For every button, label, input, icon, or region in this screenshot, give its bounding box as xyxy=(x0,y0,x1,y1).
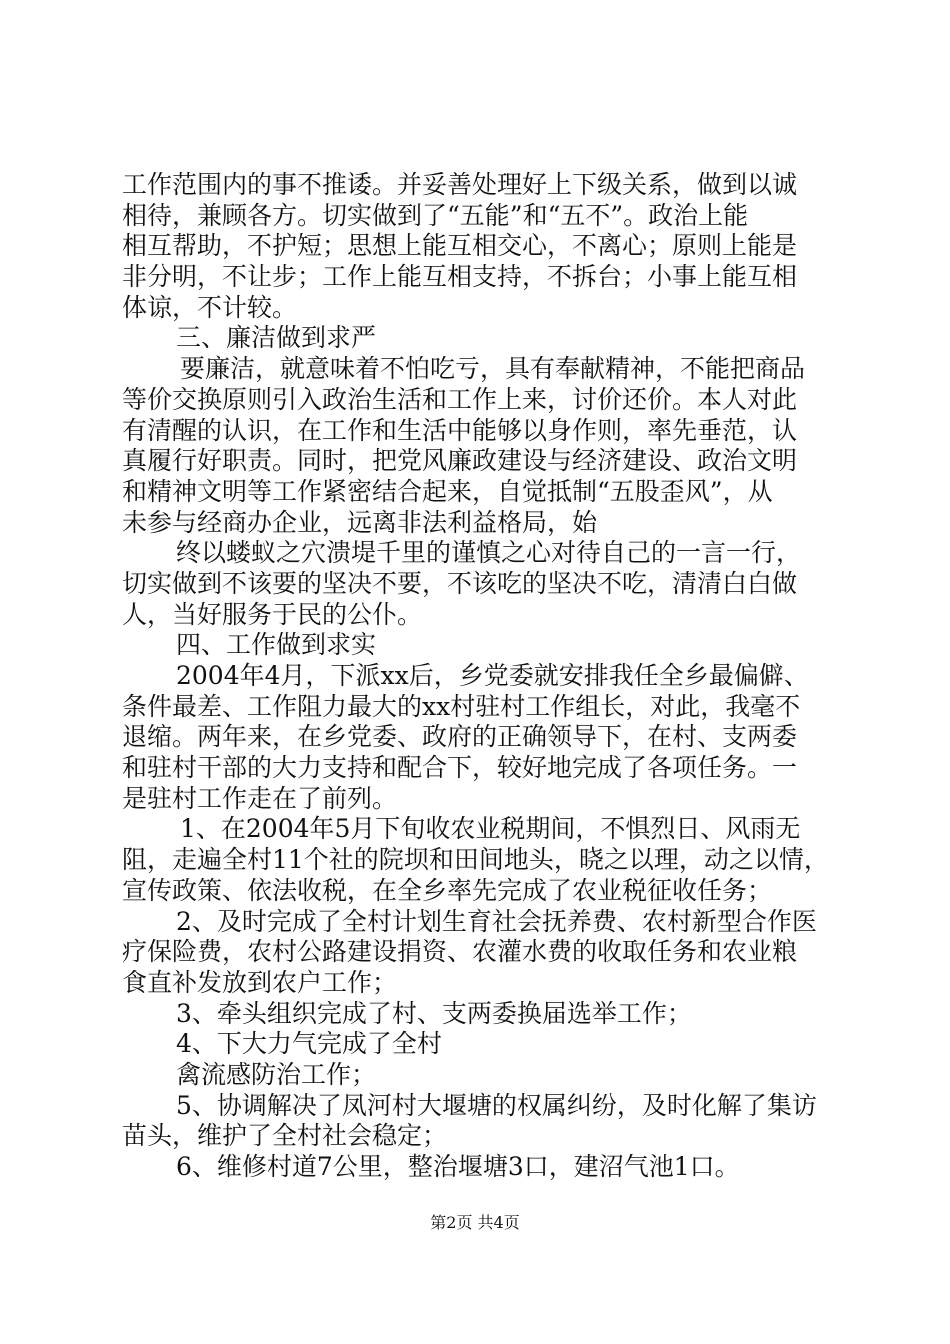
list-item: 2、及时完成了全村计划生育社会抚养费、农村新型合作医 xyxy=(176,907,817,936)
text-line: 疗保险费，农村公路建设捐资、农灌水费的收取任务和农业粮 xyxy=(122,937,798,966)
page-footer xyxy=(0,1212,950,1234)
text-line: 相互帮助，不护短；思想上能互相交心，不离心；原则上能是 xyxy=(122,231,798,260)
list-item: 1、在2004年5月下旬收农业税期间，不惧烈日、风雨无 xyxy=(180,814,801,843)
section-heading: 四、工作做到求实 xyxy=(176,630,377,659)
text-line: 食直补发放到农户工作； xyxy=(122,968,398,997)
text-line: 相待，兼顾各方。切实做到了“五能”和“五不”。政治上能 xyxy=(122,201,749,230)
text-line: 2004年4月，下派xx后，乡党委就安排我任全乡最偏僻、 xyxy=(176,661,809,690)
text-line: 禽流感防治工作； xyxy=(176,1060,377,1089)
text-line: 非分明，不让步；工作上能互相支持，不拆台；小事上能互相 xyxy=(122,262,798,291)
list-item: 5、协调解决了凤河村大堰塘的权属纠纷，及时化解了集访 xyxy=(176,1091,817,1120)
text-line: 苗头，维护了全村社会稳定； xyxy=(122,1121,448,1150)
text-line: 是驻村工作走在了前列。 xyxy=(122,784,398,813)
text-line: 要廉洁，就意味着不怕吃亏，具有奉献精神，不能把商品 xyxy=(180,354,806,383)
text-line: 宣传政策、依法收税，在全乡率先完成了农业税征收任务； xyxy=(122,876,773,905)
list-item: 6、维修村道7公里，整治堰塘3口，建沼气池1口。 xyxy=(176,1152,740,1181)
text-line: 终以蝼蚁之穴溃堤千里的谨慎之心对待自己的一言一行， xyxy=(176,538,802,567)
text-line: 和精神文明等工作紧密结合起来，自觉抵制“五股歪风”，从 xyxy=(122,477,773,506)
text-line: 条件最差、工作阻力最大的xx村驻村工作组长，对此，我毫不 xyxy=(122,692,801,721)
list-item: 4、下大力气完成了全村 xyxy=(176,1029,442,1058)
text-line: 阻，走遍全村11个社的院坝和田间地头，晓之以理，动之以情， xyxy=(122,845,829,874)
text-line: 人，当好服务于民的公仆。 xyxy=(122,600,423,629)
text-line: 真履行好职责。同时，把党风廉政建设与经济建设、政治文明 xyxy=(122,446,798,475)
page-number: 第2页 共4页 xyxy=(430,1213,520,1232)
text-line: 工作范围内的事不推诿。并妥善处理好上下级关系，做到以诚 xyxy=(122,170,798,199)
text-line: 有清醒的认识，在工作和生活中能够以身作则，率先垂范，认 xyxy=(122,416,798,445)
text-line: 退缩。两年来，在乡党委、政府的正确领导下，在村、支两委 xyxy=(122,722,798,751)
text-line: 等价交换原则引入政治生活和工作上来，讨价还价。本人对此 xyxy=(122,385,798,414)
text-line: 体谅，不计较。 xyxy=(122,293,298,322)
text-line: 和驻村干部的大力支持和配合下，较好地完成了各项任务。一 xyxy=(122,753,798,782)
section-heading: 三、廉洁做到求严 xyxy=(176,323,377,352)
list-item: 3、牵头组织完成了村、支两委换届选举工作； xyxy=(176,999,692,1028)
text-line: 切实做到不该要的坚决不要，不该吃的坚决不吃，清清白白做 xyxy=(122,569,798,598)
text-line: 未参与经商办企业，远离非法利益格局，始 xyxy=(122,508,598,537)
